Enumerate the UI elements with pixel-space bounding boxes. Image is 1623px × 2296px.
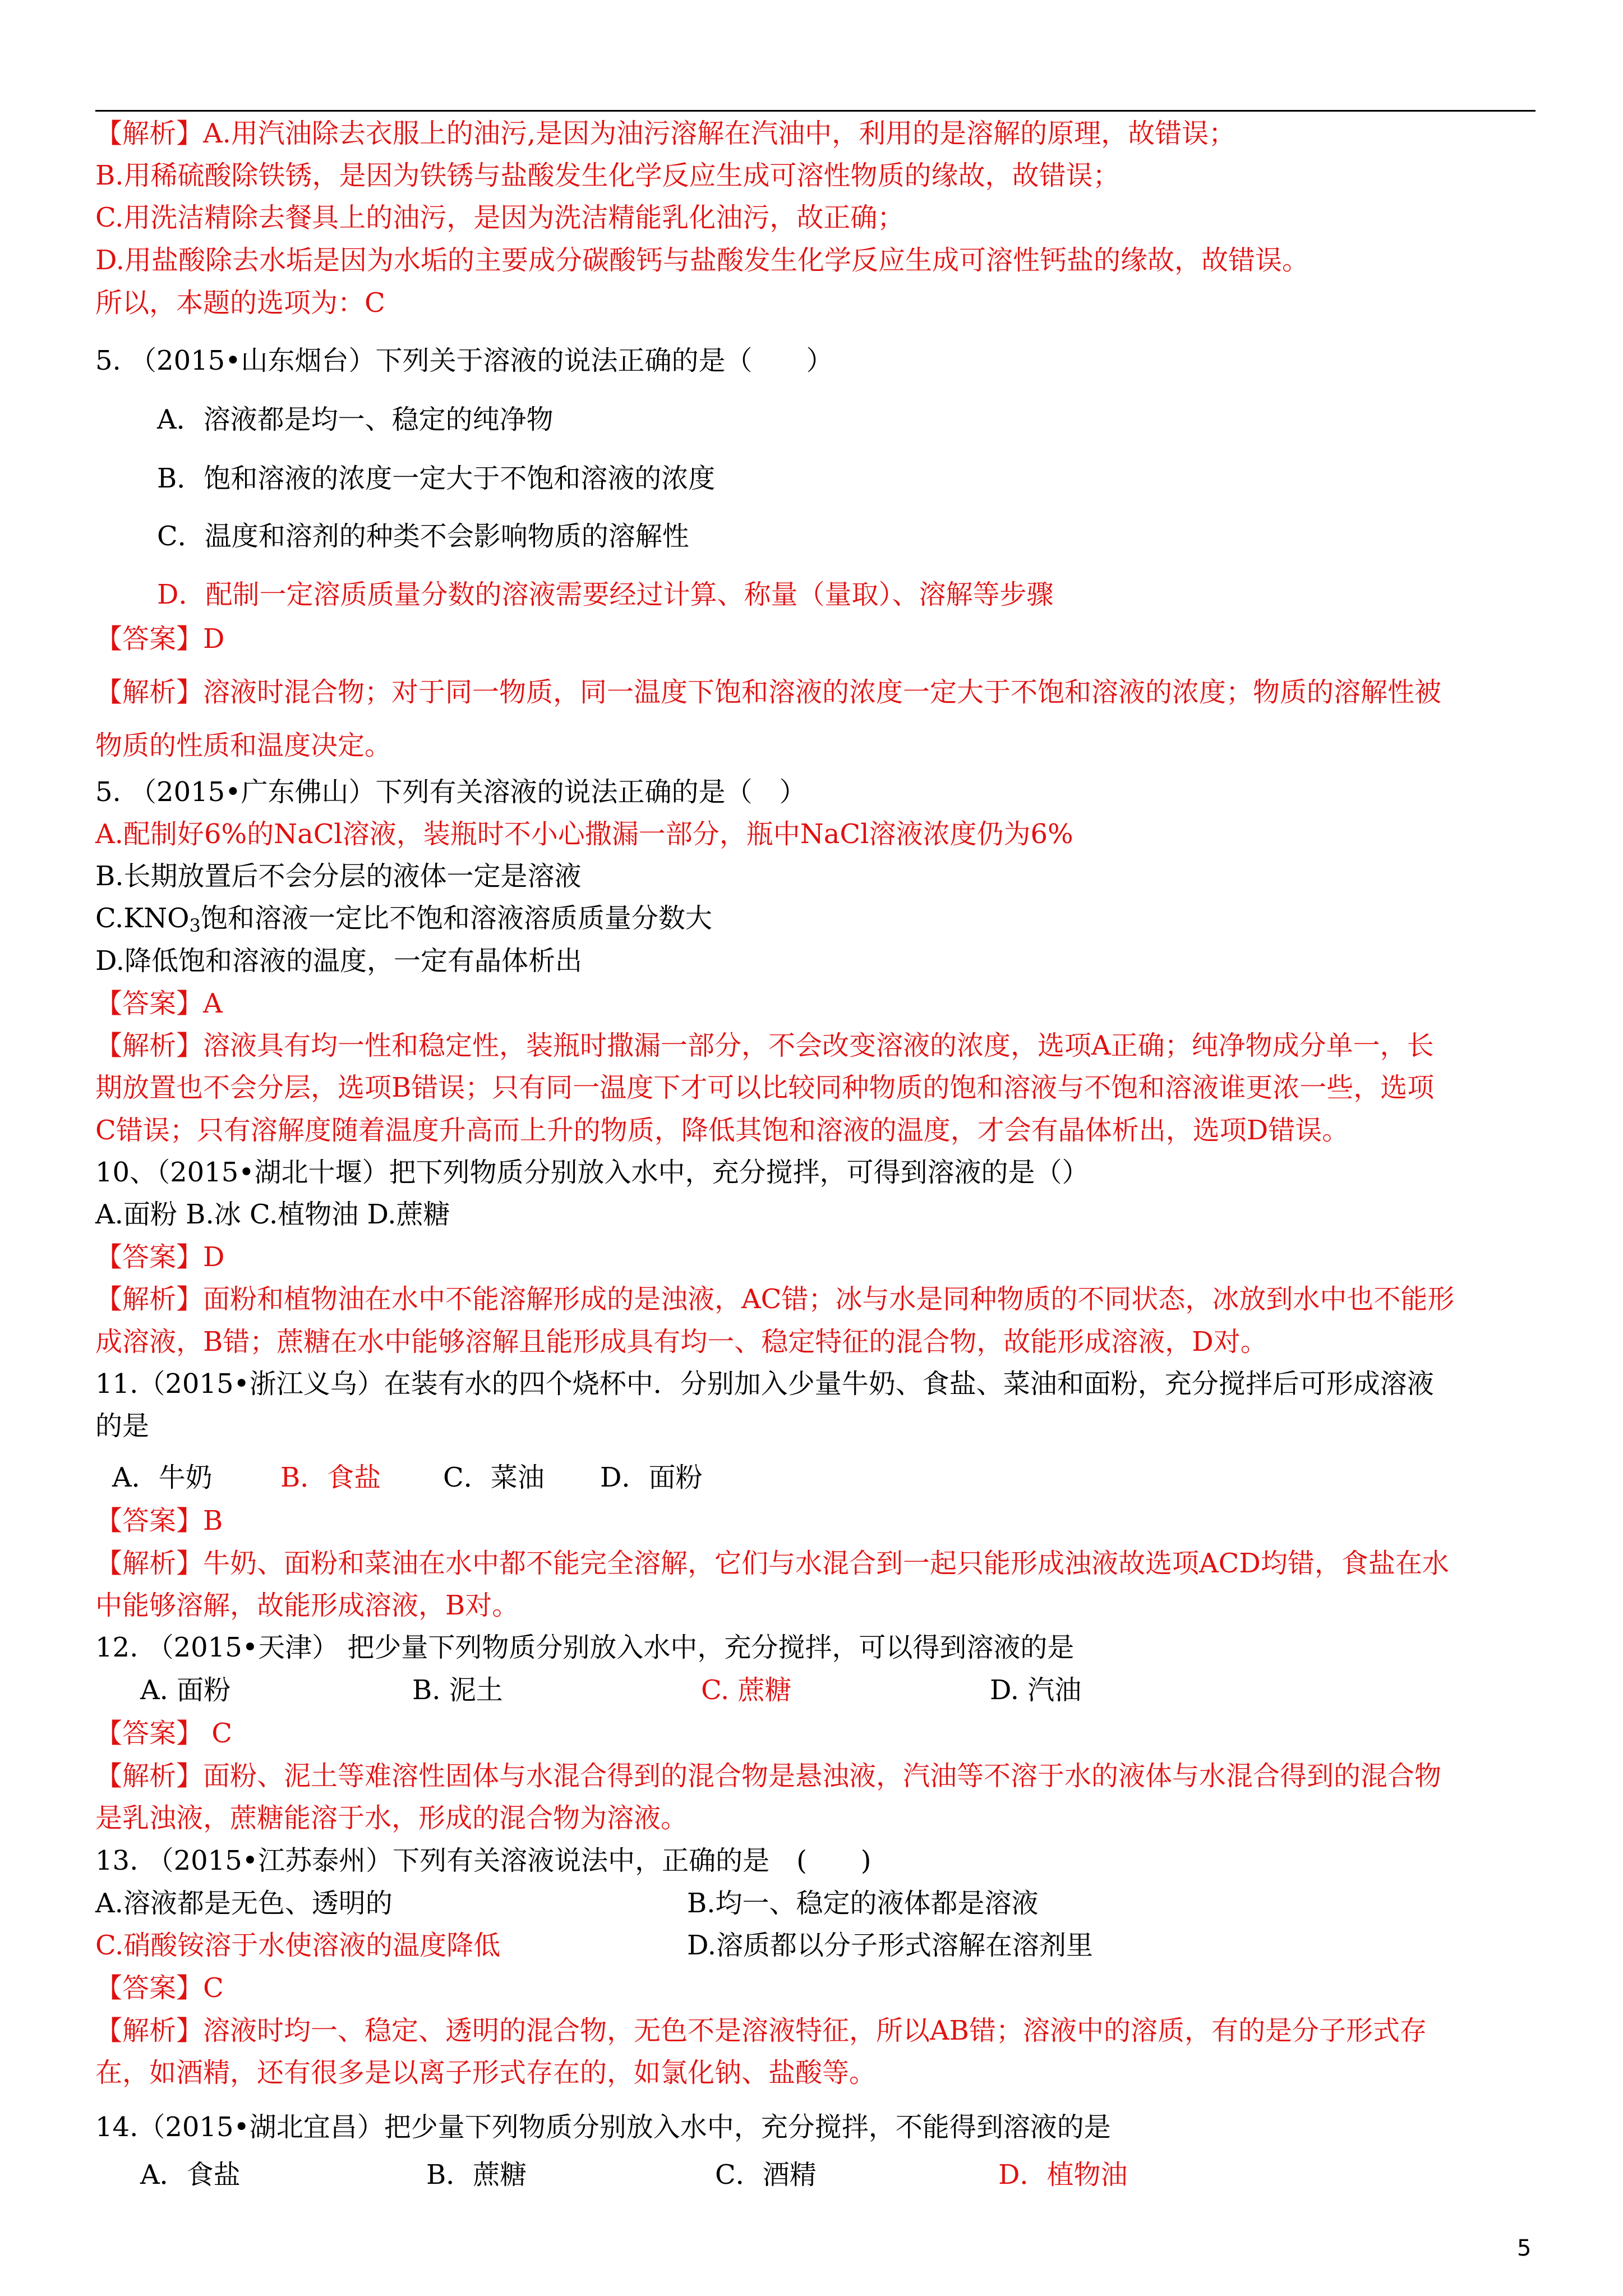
q14-option-b: B．蔗糖 [426,2159,527,2191]
q12-option-a: A. 面粉 [140,1674,231,1706]
q11-stem-line-2: 的是 [95,1410,150,1442]
header-rule [95,110,1536,112]
q5a-option-d: D．配制一定溶质质量分数的溶液需要经过计算、称量（量取）、溶解等步骤 [157,579,1054,610]
q12-stem: 12. （2015•天津） 把少量下列物质分别放入水中，充分搅拌，可以得到溶液的是 [95,1632,1075,1663]
q4-explanation-line-3: C.用洗洁精除去餐具上的油污，是因为洗洁精能乳化油污，故正确； [95,202,905,233]
q11-answer: 【答案】B [95,1505,223,1536]
q5a-answer: 【答案】D [95,623,225,655]
q5b-explanation-line-1: 【解析】溶液具有均一性和稳定性，装瓶时撒漏一部分，不会改变溶液的浓度，选项A正确；纯净物成分单一，长 [95,1030,1434,1061]
q13-answer: 【答案】C [95,1972,224,2004]
q12-option-d: D. 汽油 [990,1674,1082,1706]
q5a-stem: 5. （2015•山东烟台）下列关于溶液的说法正确的是（ ） [95,345,833,376]
q14-option-d: D．植物油 [998,2159,1128,2191]
q13-option-a: A.溶液都是无色、透明的 [95,1888,393,1919]
q14-option-a: A．食盐 [140,2159,241,2191]
q11-stem-line-1: 11.（2015•浙江义乌）在装有水的四个烧杯中．分别加入少量牛奶、食盐、菜油和面粉，充分搅拌后可形成溶液 [95,1368,1434,1400]
q12-explanation-line-1: 【解析】面粉、泥土等难溶性固体与水混合得到的混合物是悬浊液，汽油等不溶于水的液体与水混合得到的混合物 [95,1760,1442,1792]
q11-option-d: D．面粉 [600,1462,703,1493]
q13-stem: 13. （2015•江苏泰州）下列有关溶液说法中，正确的是 ( ) [95,1845,872,1876]
q11-explanation-line-1: 【解析】牛奶、面粉和菜油在水中都不能完全溶解，它们与水混合到一起只能形成浊液故选项ACD均错，食盐在水 [95,1548,1449,1579]
q13-option-c: C.硝酸铵溶于水使溶液的温度降低 [95,1930,501,1961]
q12-explanation-line-2: 是乳浊液，蔗糖能溶于水，形成的混合物为溶液。 [95,1802,688,1834]
q10-explanation-line-2: 成溶液，B错；蔗糖在水中能够溶解且能形成具有均一、稳定特征的混合物，故能形成溶液，D对。 [95,1326,1267,1358]
q5a-explanation-line-1: 【解析】溶液时混合物；对于同一物质，同一温度下饱和溶液的浓度一定大于不饱和溶液的浓度；物质的溶解性被 [95,677,1442,708]
q12-option-c: C. 蔗糖 [701,1674,792,1706]
q5b-option-a: A.配制好6%的NaCl溶液，装瓶时不小心撒漏一部分，瓶中NaCl溶液浓度仍为6% [95,818,1073,850]
q14-option-c: C．酒精 [715,2159,817,2191]
q5a-option-c: C．温度和溶剂的种类不会影响物质的溶解性 [157,521,689,552]
q5b-option-b: B.长期放置后不会分层的液体一定是溶液 [95,861,582,892]
q12-answer: 【答案】 C [95,1718,232,1749]
page-number: 5 [1517,2235,1532,2261]
q4-explanation-line-1: 【解析】A.用汽油除去衣服上的油污,是因为油污溶解在汽油中，利用的是溶解的原理，故错误； [95,118,1236,149]
q5b-explanation-line-3: C错误；只有溶解度随着温度升高而上升的物质，降低其饱和溶液的温度，才会有晶体析出，选项D错误。 [95,1115,1349,1146]
q11-option-b: B．食盐 [280,1462,381,1493]
q10-stem: 10、（2015•湖北十堰）把下列物质分别放入水中，充分搅拌，可得到溶液的是（） [95,1157,1089,1188]
q12-option-b: B. 泥土 [412,1674,503,1706]
q5b-option-c-post: 饱和溶液一定比不饱和溶液溶质质量分数大 [200,903,712,934]
q13-explanation-line-2: 在，如酒精，还有很多是以离子形式存在的，如氯化钠、盐酸等。 [95,2057,877,2088]
q4-explanation-line-2: B.用稀硫酸除铁锈，是因为铁锈与盐酸发生化学反应生成可溶性物质的缘故，故错误； [95,160,1120,191]
q4-explanation-line-5: 所以，本题的选项为：C [95,287,385,319]
q5b-explanation-line-2: 期放置也不会分层，选项B错误；只有同一温度下才可以比较同种物质的饱和溶液与不饱和溶液谁更浓一些，选项 [95,1072,1435,1103]
q5b-stem: 5. （2015•广东佛山）下列有关溶液的说法正确的是（ ） [95,776,806,808]
q13-explanation-line-1: 【解析】溶液时均一、稳定、透明的混合物，无色不是溶液特征，所以AB错；溶液中的溶质，有的是分子形式存 [95,2015,1427,2046]
q13-option-b: B.均一、稳定的液体都是溶液 [687,1888,1039,1919]
q5b-answer: 【答案】A [95,988,223,1019]
q5a-option-b: B．饱和溶液的浓度一定大于不饱和溶液的浓度 [157,463,716,494]
q11-explanation-line-2: 中能够溶解，故能形成溶液，B对。 [95,1590,519,1621]
q13-option-d: D.溶质都以分子形式溶解在溶剂里 [687,1930,1094,1961]
q11-option-a: A．牛奶 [112,1462,213,1493]
q14-stem: 14.（2015•湖北宜昌）把少量下列物质分别放入水中，充分搅拌，不能得到溶液的是 [95,2111,1111,2143]
q5a-option-a: A．溶液都是均一、稳定的纯净物 [157,404,554,435]
q5b-option-c-pre: C.KNO [95,903,190,934]
q5b-option-c [95,900,712,936]
q11-option-c: C．菜油 [443,1462,545,1493]
q4-explanation-line-4: D.用盐酸除去水垢是因为水垢的主要成分碳酸钙与盐酸发生化学反应生成可溶性钙盐的缘故，故错误。 [95,245,1310,276]
q10-explanation-line-1: 【解析】面粉和植物油在水中不能溶解形成的是浊液，AC错；冰与水是同种物质的不同状态，冰放到水中也不能形 [95,1283,1455,1315]
q10-options: A.面粉 B.冰 C.植物油 D.蔗糖 [95,1199,450,1230]
q5b-option-c-sub: 3 [189,915,201,936]
q5b-option-d: D.降低饱和溶液的温度，一定有晶体析出 [95,945,583,977]
q10-answer: 【答案】D [95,1241,225,1273]
q5a-explanation-line-2: 物质的性质和温度决定。 [95,730,392,761]
